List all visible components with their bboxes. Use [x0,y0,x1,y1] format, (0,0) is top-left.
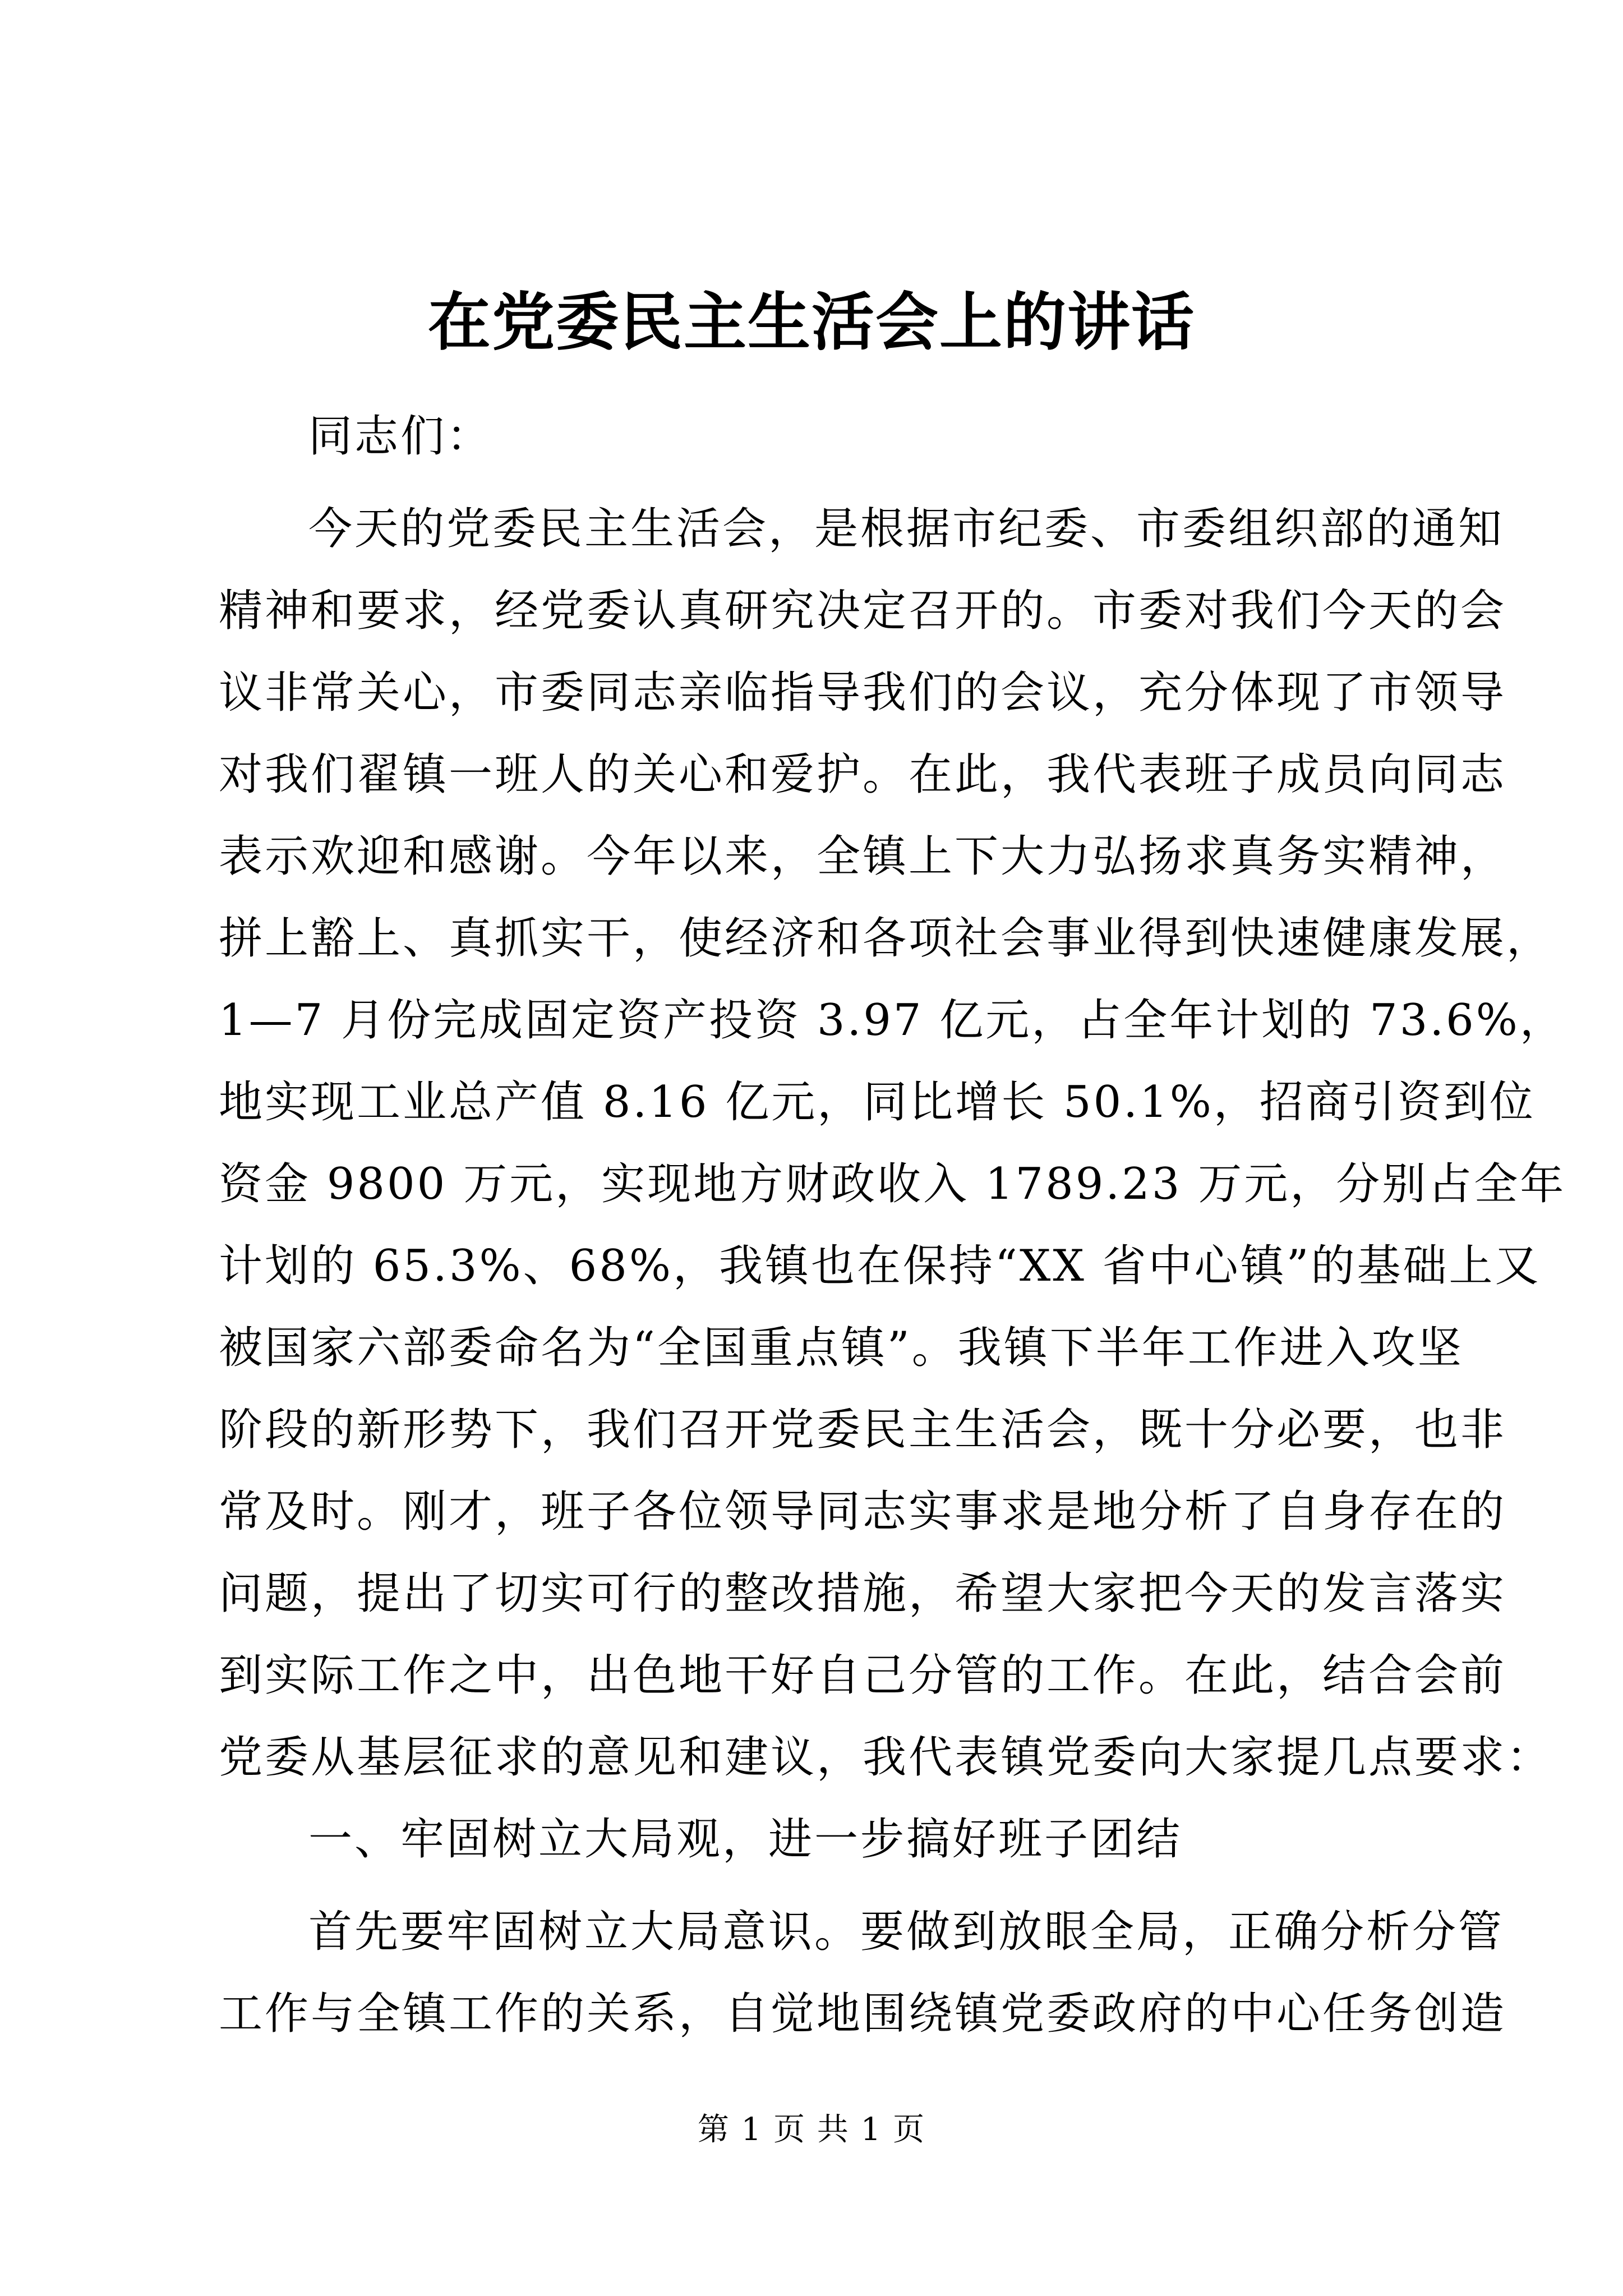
paragraph-line: 资金 9800 万元，实现地方财政收入 1789.23 万元，分别占全年 [219,1159,1566,1209]
paragraph-line: 被国家六部委命名为“全国重点镇”。我镇下半年工作进入攻坚 [219,1323,1464,1373]
paragraph-line: 精神和要求，经党委认真研究决定召开的。市委对我们今天的会 [219,586,1507,636]
paragraph-line: 表示欢迎和感谢。今年以来，全镇上下大力弘扬求真务实精神， [219,831,1507,882]
paragraph-line: 首先要牢固树立大局意识。要做到放眼全局，正确分析分管 [308,1907,1505,1957]
page-footer: 第 1 页 共 1 页 [697,2111,926,2148]
paragraph-line: 议非常关心，市委同志亲临指导我们的会议，充分体现了市领导 [219,668,1507,718]
paragraph-line: 阶段的新形势下，我们召开党委民主生活会，既十分必要，也非 [219,1405,1507,1455]
paragraph-line: 1—7 月份完成固定资产投资 3.97 亿元，占全年计划的 73.6%， [219,995,1566,1046]
document-title: 在党委民主生活会上的讲话 [428,286,1195,359]
paragraph-line: 常及时。刚才，班子各位领导同志实事求是地分析了自身存在的 [219,1487,1507,1537]
paragraph-line: 党委从基层征求的意见和建议，我代表镇党委向大家提几点要求： [219,1732,1553,1783]
paragraph-line: 拼上豁上、真抓实干，使经济和各项社会事业得到快速健康发展， [219,913,1553,964]
paragraph-line: 地实现工业总产值 8.16 亿元，同比增长 50.1%，招商引资到位 [219,1077,1536,1128]
paragraph-line: 对我们翟镇一班人的关心和爱护。在此，我代表班子成员向同志 [219,749,1507,800]
section-heading: 一、牢固树立大局观，进一步搞好班子团结 [308,1814,1183,1865]
paragraph-line: 计划的 65.3%、68%，我镇也在保持“XX 省中心镇”的基础上又 [219,1241,1541,1291]
paragraph-line: 到实际工作之中，出色地干好自己分管的工作。在此，结合会前 [219,1650,1507,1701]
paragraph-line: 工作与全镇工作的关系，自觉地围绕镇党委政府的中心任务创造 [219,1989,1507,2039]
paragraph-line: 今天的党委民主生活会，是根据市纪委、市委组织部的通知 [308,504,1505,554]
paragraph-line: 问题，提出了切实可行的整改措施，希望大家把今天的发言落实 [219,1568,1507,1619]
salutation-line: 同志们： [308,411,493,462]
